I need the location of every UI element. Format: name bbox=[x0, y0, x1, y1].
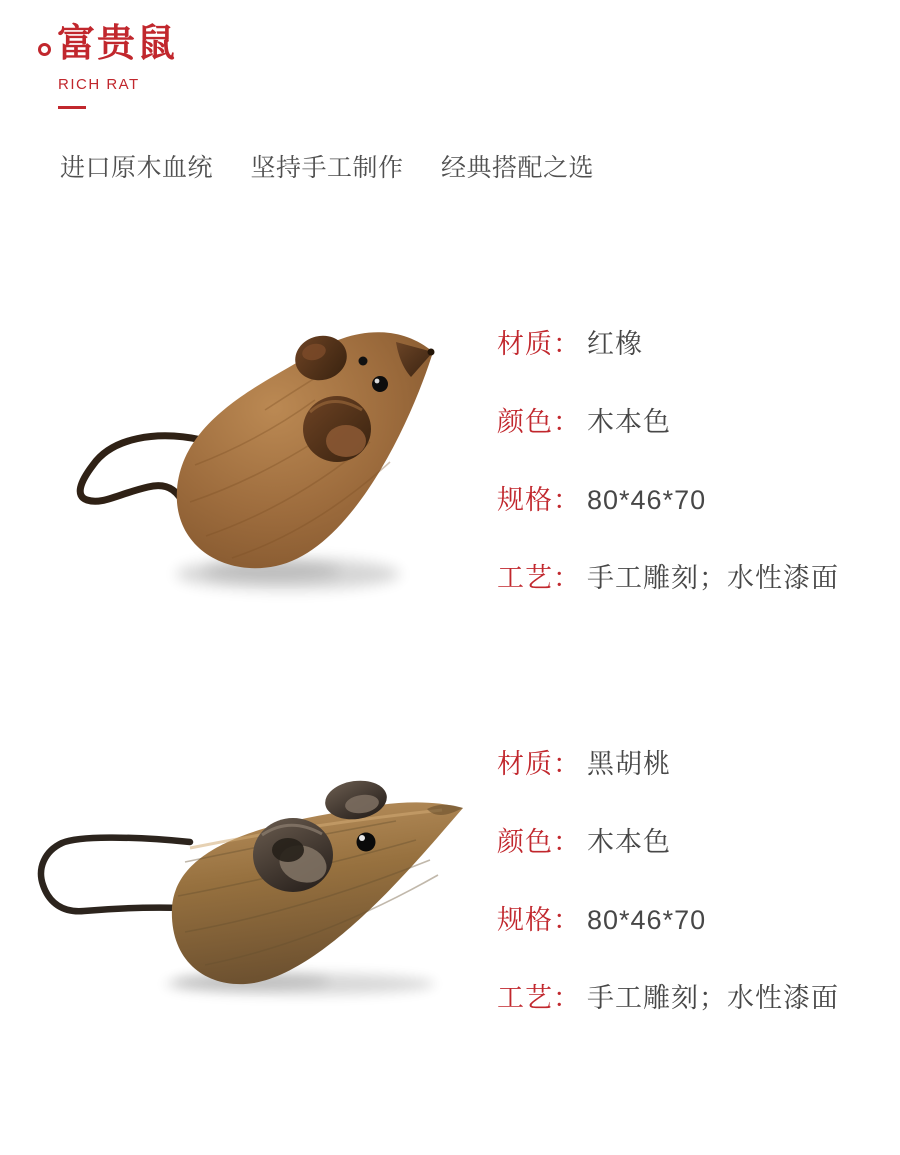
mouse-ear-front bbox=[303, 396, 371, 462]
spec-label: 规格： bbox=[497, 905, 581, 935]
product-photo-red-oak-mouse bbox=[60, 290, 480, 620]
mouse-ear-front bbox=[253, 818, 333, 892]
product2-specs bbox=[497, 742, 857, 1054]
spec-label: 规格： bbox=[497, 485, 581, 515]
mouse-tail bbox=[41, 838, 190, 912]
mouse-eye bbox=[357, 833, 376, 852]
tagline bbox=[60, 148, 594, 184]
spec-row-color bbox=[497, 820, 857, 857]
spec-row-craft bbox=[497, 556, 857, 593]
spec-row-material bbox=[497, 742, 857, 779]
spec-label: 工艺： bbox=[497, 983, 581, 1013]
product1-specs bbox=[497, 322, 857, 634]
tagline-phrase-2: 坚持手工制作 bbox=[250, 154, 404, 182]
spec-label: 颜色： bbox=[497, 407, 581, 437]
spec-value: 木本色 bbox=[587, 407, 671, 437]
spec-label: 材质： bbox=[497, 329, 581, 359]
title-divider-dash bbox=[58, 106, 86, 109]
product-photo-black-walnut-mouse bbox=[0, 760, 480, 1060]
spec-label: 工艺： bbox=[497, 563, 581, 593]
page-title: 富贵鼠 bbox=[57, 23, 178, 65]
spec-row-craft bbox=[497, 976, 857, 1013]
spec-value: 80*46*70 bbox=[587, 485, 707, 515]
spec-label: 材质： bbox=[497, 749, 581, 779]
spec-label: 颜色： bbox=[497, 827, 581, 857]
spec-row-size bbox=[497, 478, 857, 515]
spec-value: 红橡 bbox=[587, 329, 643, 359]
spec-value: 80*46*70 bbox=[587, 905, 707, 935]
spec-value: 手工雕刻；水性漆面 bbox=[587, 983, 839, 1013]
spec-value: 木本色 bbox=[587, 827, 671, 857]
tagline-phrase-1: 进口原木血统 bbox=[60, 154, 214, 182]
spec-value: 黑胡桃 bbox=[587, 749, 671, 779]
spec-value: 手工雕刻；水性漆面 bbox=[587, 563, 839, 593]
tagline-phrase-3: 经典搭配之选 bbox=[440, 154, 594, 182]
spec-row-material bbox=[497, 322, 857, 359]
hollow-circle-icon bbox=[38, 43, 51, 56]
mouse-eye-far bbox=[359, 357, 368, 366]
page-subtitle: RICH RAT bbox=[58, 76, 140, 93]
spec-row-size bbox=[497, 898, 857, 935]
spec-row-color bbox=[497, 400, 857, 437]
mouse-eye-near bbox=[372, 376, 388, 392]
